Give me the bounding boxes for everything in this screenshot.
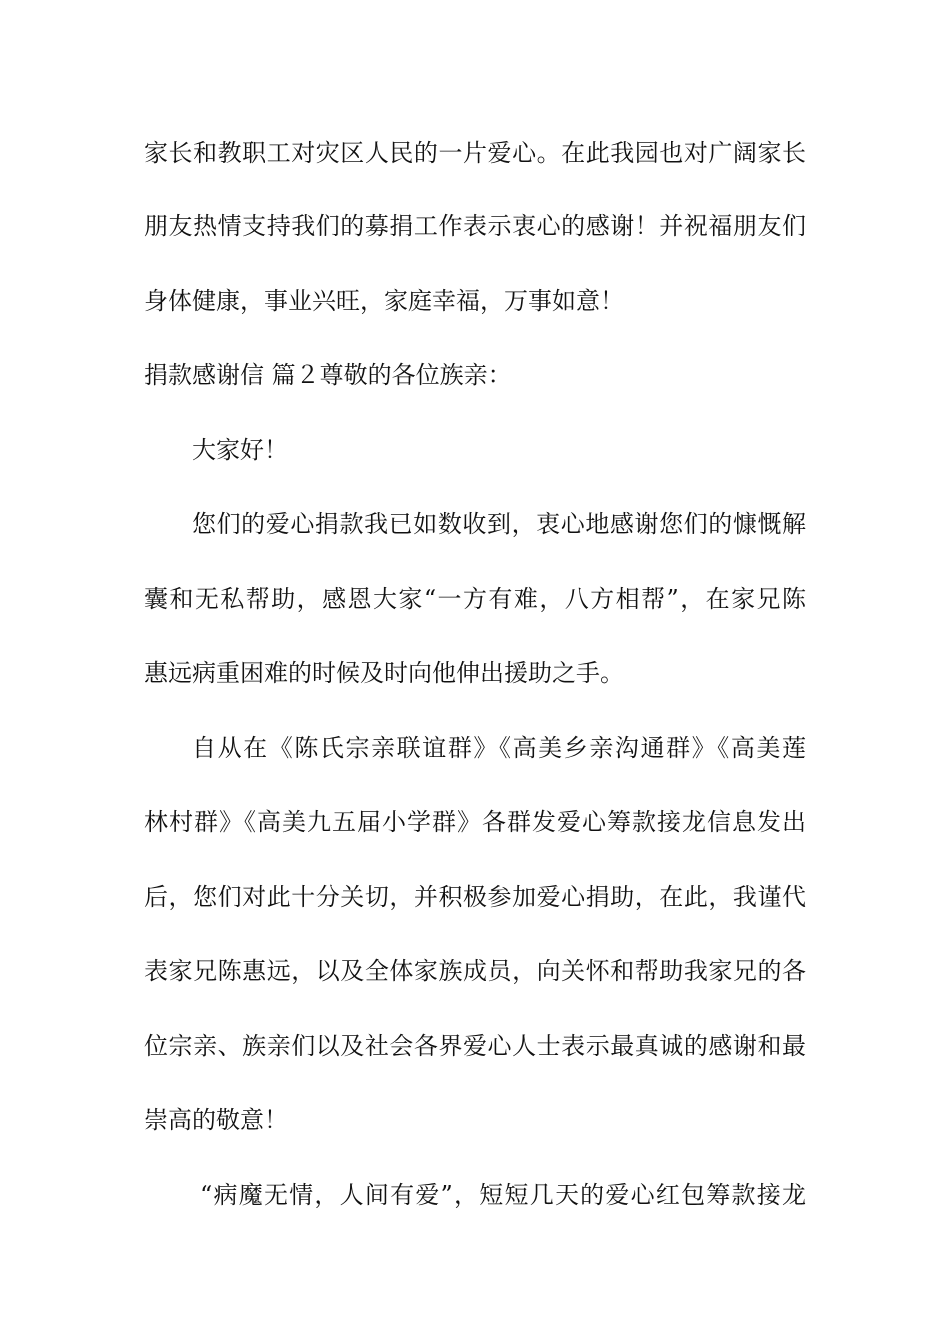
text-line: 林村群》《高美九五届小学群》各群发爱心筹款接龙信息发出: [144, 808, 806, 836]
text-line: 朋友热情支持我们的募捐工作表示衷心的感谢！并祝福朋友们: [144, 212, 806, 240]
text-line: 崇高的敬意！: [144, 1106, 288, 1134]
text-line: 您们的爱心捐款我已如数收到，衷心地感谢您们的慷慨解: [192, 510, 806, 538]
text-line: 位宗亲、族亲们以及社会各界爱心人士表示最真诚的感谢和最: [144, 1032, 806, 1060]
text-line: 囊和无私帮助，感恩大家“一方有难，八方相帮”，在家兄陈: [144, 585, 806, 613]
greeting: 大家好！: [192, 436, 288, 464]
text-line: 惠远病重困难的时候及时向他伸出援助之手。: [144, 659, 624, 687]
text-line: 身体健康，事业兴旺，家庭幸福，万事如意！: [144, 287, 624, 315]
text-line: 家长和教职工对灾区人民的一片爱心。在此我园也对广阔家长: [144, 139, 806, 167]
text-line: “病魔无情，人间有爱”，短短几天的爱心红包筹款接龙: [200, 1181, 806, 1209]
section-heading: 捐款感谢信 篇２尊敬的各位族亲：: [144, 361, 512, 389]
text-line: 自从在《陈氏宗亲联谊群》《高美乡亲沟通群》《高美莲: [192, 734, 806, 762]
text-line: 后，您们对此十分关切，并积极参加爱心捐助，在此，我谨代: [144, 883, 806, 911]
text-line: 表家兄陈惠远，以及全体家族成员，向关怀和帮助我家兄的各: [144, 957, 806, 985]
